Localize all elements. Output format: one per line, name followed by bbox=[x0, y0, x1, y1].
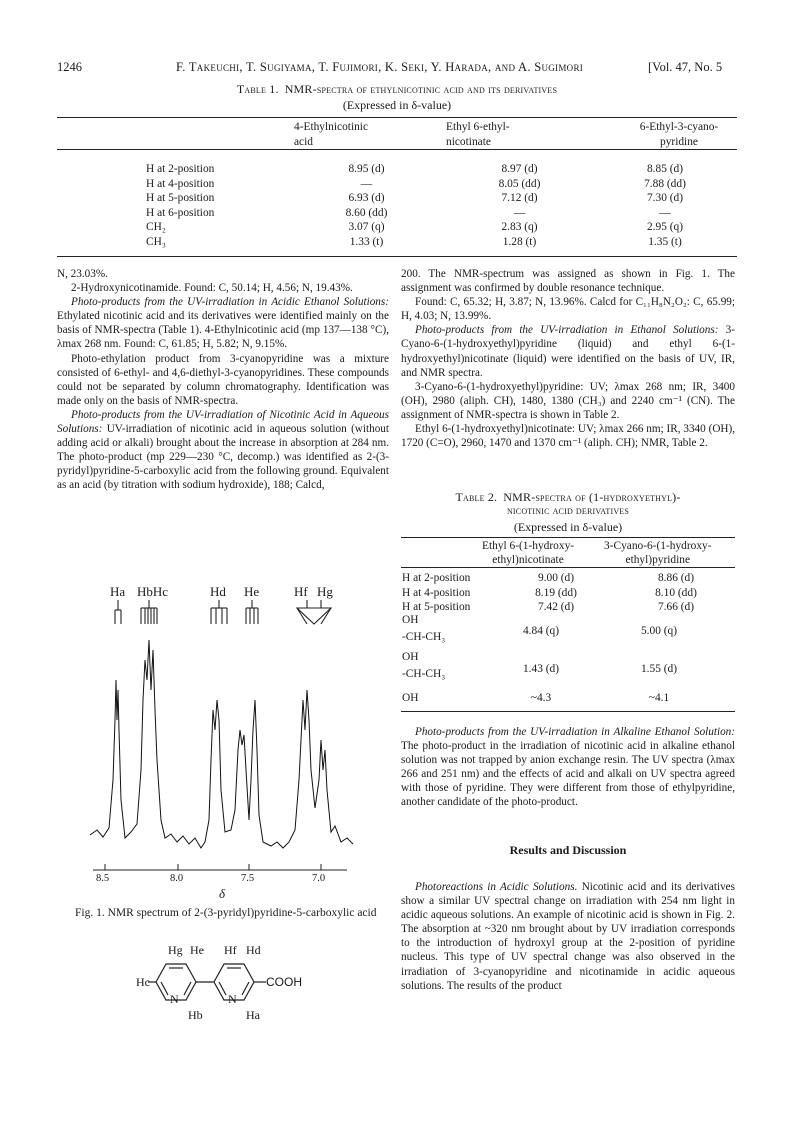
table2-label: Table 2. bbox=[455, 490, 498, 504]
struct-label-hd: Hd bbox=[246, 943, 261, 957]
splitting-ha bbox=[115, 600, 121, 624]
table1-label: Table 1. bbox=[236, 82, 279, 96]
table2-ch3-value-2: 1.55 (d) bbox=[640, 663, 678, 675]
paragraph: Photo-ethylation product from 3-cyanopyridine was a mixture consisted of 6-ethyl- and 4,6-diethyl-3-cyanopyridines. These compounds could not be separated by column chromatography. Identification was made only on the basis of NMR-spectra. bbox=[57, 352, 389, 407]
table2-oh-value-1: ~4.3 bbox=[530, 692, 552, 704]
struct-label-ha: Ha bbox=[246, 1008, 260, 1022]
left-column-text bbox=[57, 267, 389, 493]
table2-ch-value-1: 4.84 (q) bbox=[522, 625, 560, 637]
struct-label-hg: Hg bbox=[168, 943, 183, 957]
table2-oh-value-2: ~4.1 bbox=[648, 692, 670, 704]
table2-col2-header: 3-Cyano-6-(1-hydroxy- ethyl)pyridine bbox=[604, 540, 712, 566]
table1-body bbox=[142, 162, 734, 250]
table1-title: NMR-spectra of ethylnicotinic acid and its derivatives bbox=[284, 82, 558, 96]
struct-label-he: He bbox=[190, 943, 204, 957]
struct-label-n1: N bbox=[170, 992, 179, 1006]
paragraph: Photo-products from the UV-irradiation in Alkaline Ethanol Solution: The photo-product in the irradiation of nicotinic acid in alkaline ethanol solution was not trapped by anion exchange resin. The UV spectra (λmax 266 and 251 nm) and the effects of acid and alkali on UV spectra agreed with those of pyridine. They were different from those of ethylpyridine, another candidate of the photo-product. bbox=[401, 726, 735, 809]
section-heading: Results and Discussion bbox=[509, 843, 627, 857]
axis-tick-label: 8.0 bbox=[170, 873, 184, 884]
paragraph: N, 23.03%. bbox=[57, 268, 108, 280]
struct-label-hc: Hc bbox=[136, 975, 150, 989]
table-row: H at 4-position 8.19 (dd) 8.10 (dd) bbox=[402, 586, 697, 599]
table2-caption bbox=[401, 490, 735, 505]
splitting-hbhc bbox=[141, 600, 157, 624]
table2-title-line2: nicotinic acid derivatives bbox=[506, 505, 630, 517]
table2-body bbox=[398, 571, 736, 615]
paragraph: Photo-products from the UV-irradiation in Acidic Ethanol Solutions: Ethylated nicotinic acid and its derivatives were identified mainly on the basis of NMR-spectra (Table 1). 4-Ethylnicotinic acid (mp 137—138 °C), λmax 268 nm. Found: C, 61.85; H, 5.82; N, 9.15%. bbox=[57, 296, 389, 351]
table1-subtitle: (Expressed in δ-value) bbox=[342, 98, 452, 112]
peak-label-hg: Hg bbox=[317, 584, 333, 599]
peak-label-he: He bbox=[244, 584, 260, 599]
axis-tick-label: 7.5 bbox=[241, 873, 255, 884]
splitting-hfhg bbox=[297, 600, 331, 624]
bipyridine-structure bbox=[140, 950, 310, 1030]
table2-ch-value-2: 5.00 (q) bbox=[640, 625, 678, 637]
table1-col1-header: 4-Ethylnicotinic acid bbox=[294, 121, 369, 148]
running-authors: F. Takeuchi, T. Sugiyama, T. Fujimori, K. Seki, Y. Harada, and A. Sugimori bbox=[176, 60, 584, 74]
table2-subtitle: (Expressed in δ-value) bbox=[513, 520, 623, 534]
table2-ch-label: OH -CH-CH₃ bbox=[402, 614, 446, 643]
peak-label-hd: Hd bbox=[210, 584, 226, 599]
table2-oh-label: OH bbox=[402, 692, 419, 704]
right-column-text-lower bbox=[401, 725, 735, 810]
table1-col3-header: 6-Ethyl-3-cyano- pyridine bbox=[639, 121, 719, 148]
table2-bottom-rule bbox=[401, 711, 735, 712]
paragraph: Photoreactions in Acidic Solutions. Nicotinic acid and its derivatives show a similar UV spectral change on irradiation with 254 nm light in acidic aqueous solutions. An example of nicotinic acid is shown in Fig. 2. The absorption at ~320 nm brought about by UV irradiation corresponds to the introduction of hydroxyl group at the 2-position of pyridine nucleus. This type of UV spectral change was also observed in the irradiation of 3-cyanopyridine and nicotinamide in acidic aqueous solutions. The results of the product bbox=[401, 881, 735, 992]
struct-label-n2: N bbox=[228, 992, 237, 1006]
axis-label-delta: δ bbox=[219, 886, 226, 901]
table2-ch3-label: OH -CH-CH₃ bbox=[402, 651, 446, 680]
paragraph: 200. The NMR-spectrum was assigned as shown in Fig. 1. The assignment was confirmed by double resonance technique. bbox=[401, 268, 735, 295]
table2-title-line1: NMR-spectra of (1-hydroxyethyl)- bbox=[503, 490, 681, 504]
table2-ch3-value-1: 1.43 (d) bbox=[522, 663, 560, 675]
table1-bottom-rule bbox=[57, 256, 737, 257]
table2-top-rule bbox=[401, 537, 735, 538]
paragraph: Found: C, 65.32; H, 3.87; N, 13.96%. Calcd for C₁₁H₈N₂O₂: C, 65.99; H, 4.03; N, 13.99%. bbox=[401, 296, 735, 323]
table2-col1-header: Ethyl 6-(1-hydroxy- ethyl)nicotinate bbox=[482, 540, 575, 566]
splitting-he bbox=[246, 600, 258, 624]
page-number: 1246 bbox=[57, 60, 82, 74]
table-row: H at 5-position 7.42 (d) 7.66 (d) bbox=[402, 601, 695, 614]
peak-label-ha: Ha bbox=[110, 584, 126, 599]
table2-head-rule bbox=[401, 567, 735, 568]
table-row: H at 2-position 9.00 (d) 8.86 (d) bbox=[402, 572, 695, 584]
struct-label-hf: Hf bbox=[224, 943, 237, 957]
journal-volume: [Vol. 47, No. 5 bbox=[648, 60, 723, 74]
paragraph: 3-Cyano-6-(1-hydroxyethyl)pyridine: UV; λmax 268 nm; IR, 3400 (OH), 2980 (aliph. CH), 1480, 1380 (CH₃) and 2240 cm⁻¹ (CN). The assignment of NMR-spectra is shown in Table 2. bbox=[401, 380, 735, 421]
nmr-spectrum-figure bbox=[85, 580, 360, 890]
table-row: CH₃ 1.33 (t) 1.28 (t) 1.35 (t) bbox=[146, 235, 682, 248]
paragraph: 2-Hydroxynicotinamide. Found: C, 50.14; H, 4.56; N, 19.43%. bbox=[71, 282, 353, 295]
table-row: H at 4-position — 8.05 (dd) 7.88 (dd) bbox=[146, 177, 686, 190]
right-column-text-results bbox=[401, 880, 735, 993]
table1-caption bbox=[57, 82, 737, 97]
splitting-hd bbox=[211, 600, 227, 624]
table-row: H at 5-position 6.93 (d) 7.12 (d) 7.30 (d) bbox=[146, 192, 684, 205]
nmr-spectrum-trace bbox=[90, 640, 353, 848]
table-row: CH₂ 3.07 (q) 2.83 (q) 2.95 (q) bbox=[146, 221, 684, 234]
struct-label-hb: Hb bbox=[188, 1008, 203, 1022]
table-row: H at 6-position 8.60 (dd) — — bbox=[146, 206, 671, 219]
table-row: H at 2-position 8.95 (d) 8.97 (d) 8.85 (d) bbox=[146, 163, 684, 175]
axis-tick-label: 8.5 bbox=[96, 873, 110, 884]
table1-top-rule bbox=[57, 117, 737, 118]
paragraph: Ethyl 6-(1-hydroxyethyl)nicotinate: UV; λmax 266 nm; IR, 3340 (OH), 1720 (C=O), 2960, 1470 and 1370 cm⁻¹ (aliph. CH); NMR, Table 2. bbox=[401, 423, 735, 450]
right-column-text-upper bbox=[401, 267, 735, 450]
peak-label-hbhc: HbHc bbox=[137, 584, 169, 599]
table1-col2-header: Ethyl 6-ethyl- nicotinate bbox=[446, 121, 510, 148]
table1-header bbox=[130, 120, 758, 149]
struct-label-cooh: COOH bbox=[266, 975, 302, 989]
paragraph: Photo-products from the UV-irradiation of Nicotinic Acid in Aqueous Solutions: UV-irradiation of nicotinic acid in aqueous solution (without adding acid or alkali) brought about the increase in absorption at 284 nm. The photo-product (mp 229—230 °C, decomp.) was identified as 2-(3-pyridyl)pyridine-5-carboxylic acid from the following ground. Equivalent as an acid (by titration with sodium hydroxide), 188; Calcd, bbox=[57, 408, 389, 492]
peak-label-hf: Hf bbox=[294, 584, 308, 599]
paragraph: Photo-products from the UV-irradiation in Ethanol Solutions: 3-Cyano-6-(1-hydroxyethyl)pyridine (liquid) and ethyl 6-(1-hydroxyethyl)nicotinate (liquid) were identified on the basis of UV, IR, and NMR spectra. bbox=[401, 324, 735, 379]
figure1-caption: Fig. 1. NMR spectrum of 2-(3-pyridyl)pyridine-5-carboxylic acid bbox=[75, 907, 377, 919]
axis-tick-label: 7.0 bbox=[312, 873, 326, 884]
